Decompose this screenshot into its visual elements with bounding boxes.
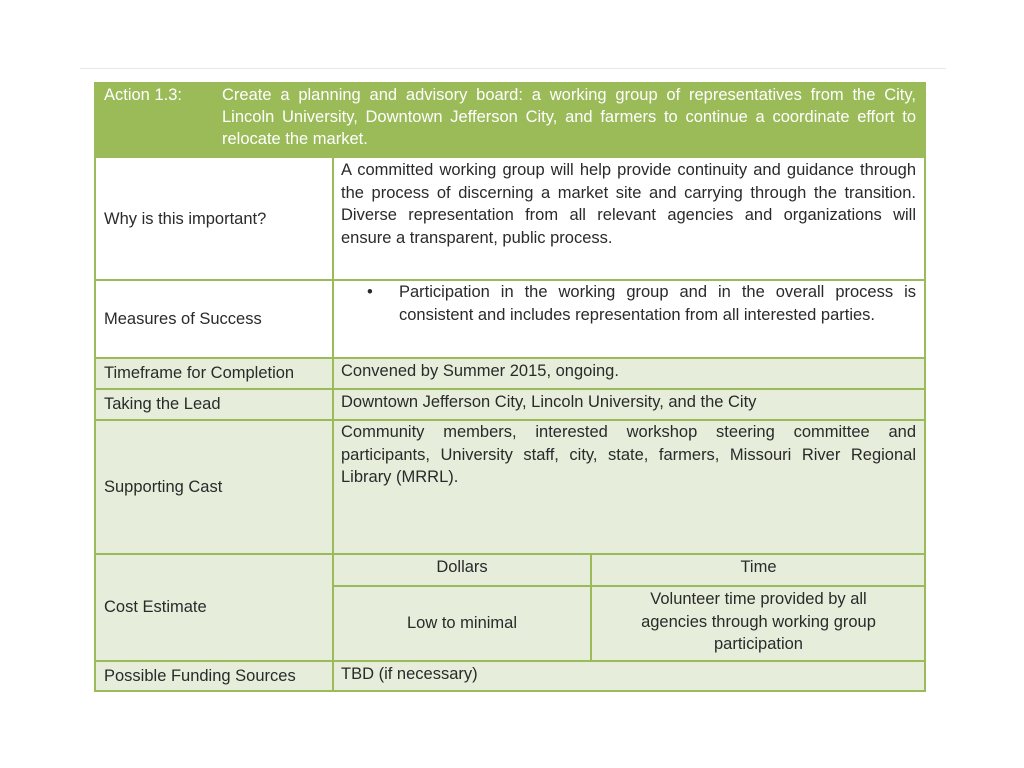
row-value	[333, 280, 926, 358]
row-divider	[94, 419, 926, 421]
row-value: Community members, interested workshop steering committee and participants, University staff, city, state, farmers, Missouri River Regional Library (MRRL).	[341, 423, 916, 486]
row-divider	[94, 660, 926, 662]
row-label: Why is this important?	[104, 209, 267, 228]
table-border-right	[924, 82, 926, 692]
column-divider	[332, 158, 334, 692]
action-number-label: Action 1.3:	[104, 86, 182, 104]
row-why-important	[94, 158, 926, 280]
row-value: TBD (if necessary)	[341, 665, 478, 683]
row-value: Convened by Summer 2015, ongoing.	[341, 362, 619, 380]
row-divider	[94, 388, 926, 390]
cost-column-header-time: Time	[740, 558, 777, 576]
bullet-icon: •	[367, 283, 373, 301]
cost-value-time: Volunteer time provided by all agencies through working group participation	[641, 590, 876, 653]
row-taking-the-lead	[94, 389, 926, 420]
cost-value-dollars: Low to minimal	[406, 614, 518, 633]
action-description: Create a planning and advisory board: a working group of representatives from the City, Lincoln University, Downtown Jefferson City, and farmers to continue a coordinate effort to relocate the market.	[222, 86, 916, 148]
row-timeframe	[94, 358, 926, 389]
row-label: Cost Estimate	[104, 598, 207, 617]
row-cost-estimate	[94, 554, 926, 661]
cost-subrow-divider	[332, 585, 926, 587]
row-label: Measures of Success	[104, 309, 262, 328]
row-label: Taking the Lead	[104, 395, 221, 414]
table-border-left	[94, 158, 96, 692]
cost-column-divider	[590, 554, 592, 661]
row-measures-of-success	[94, 280, 926, 358]
row-divider	[94, 357, 926, 359]
row-divider	[94, 279, 926, 281]
cost-column-header-dollars: Dollars	[436, 558, 488, 576]
row-label: Possible Funding Sources	[104, 667, 296, 686]
table-border-bottom	[94, 690, 926, 692]
row-label: Supporting Cast	[104, 477, 223, 496]
row-supporting-cast	[94, 420, 926, 554]
row-funding-sources	[94, 661, 926, 692]
row-divider	[94, 553, 926, 555]
row-value: Downtown Jefferson City, Lincoln University, and the City	[341, 393, 757, 411]
action-header-row	[94, 82, 926, 158]
row-value: A committed working group will help provide continuity and guidance through the process of discerning a market site and carrying through the transition. Diverse representation from all relevant agencies and organizations will ensure a transparent, public process.	[341, 161, 916, 247]
page-top-rule	[80, 68, 946, 69]
bullet-list-item	[341, 281, 916, 326]
bullet-text: Participation in the working group and in the overall process is consistent and includes representation from all interested parties.	[399, 283, 916, 324]
row-label: Timeframe for Completion	[104, 364, 295, 383]
